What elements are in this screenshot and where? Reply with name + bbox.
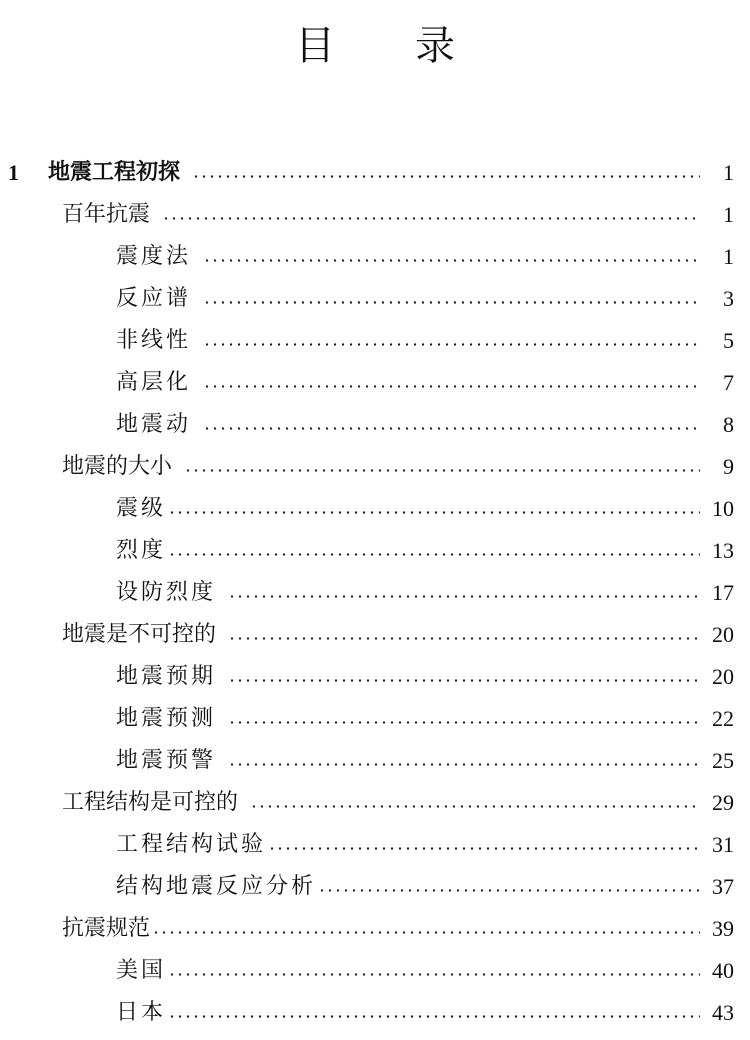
toc-entry-page: 13 [712,538,734,563]
toc-entry-title: 日本 [116,1000,167,1025]
page-title-char-1: 目 [295,23,335,69]
dot-leader [250,804,700,808]
dot-leader [203,300,700,304]
toc-entry-page: 10 [712,496,734,521]
toc-entry-page: 31 [712,832,734,857]
dot-leader [168,510,700,514]
toc-entry-subsection[interactable] [0,740,750,782]
toc-entry-subsection[interactable] [0,530,750,572]
toc-entry-page: 8 [723,412,734,437]
dot-leader [268,846,700,850]
toc-entry-chapter[interactable] [0,152,750,194]
toc-entry-subsection[interactable] [0,698,750,740]
table-of-contents [0,152,750,1034]
toc-entry-subsection[interactable] [0,824,750,866]
toc-entry-subsection[interactable] [0,404,750,446]
toc-entry-title: 震度法 [116,244,192,269]
toc-entry-page: 7 [723,370,734,395]
toc-entry-page: 5 [723,328,734,353]
toc-entry-page: 39 [712,916,734,941]
dot-leader [162,216,700,220]
page-title [0,14,750,78]
toc-entry-title: 地震动 [116,412,192,437]
dot-leader [228,678,700,682]
toc-entry-title: 地震预期 [116,664,217,689]
toc-entry-title: 地震预警 [116,748,217,773]
toc-entry-subsection[interactable] [0,866,750,908]
toc-entry-page: 37 [712,874,734,899]
toc-entry-title: 百年抗震 [62,202,151,227]
dot-leader [228,720,700,724]
dot-leader [203,426,700,430]
dot-leader [152,930,700,934]
toc-entry-title: 工程结构是可控的 [62,790,239,815]
toc-entry-subsection[interactable] [0,572,750,614]
toc-entry-title: 地震工程初探 [48,160,181,185]
toc-entry-title: 美国 [116,958,167,983]
toc-entry-page: 25 [712,748,734,773]
toc-entry-subsection[interactable] [0,950,750,992]
toc-entry-page: 17 [712,580,734,605]
toc-entry-title: 结构地震反应分析 [116,874,317,899]
dot-leader [228,636,700,640]
toc-entry-title: 烈度 [116,538,167,563]
toc-entry-title: 非线性 [116,328,192,353]
toc-entry-page: 9 [723,454,734,479]
dot-leader [192,174,700,178]
dot-leader [318,888,700,892]
toc-entry-page: 29 [712,790,734,815]
dot-leader [228,594,700,598]
toc-entry-title: 设防烈度 [116,580,217,605]
toc-entry-page: 43 [712,1000,734,1025]
toc-entry-title: 地震是不可控的 [62,622,217,647]
toc-entry-title: 地震的大小 [62,454,173,479]
toc-entry-page: 40 [712,958,734,983]
toc-entry-page: 1 [723,244,734,269]
toc-entry-subsection[interactable] [0,236,750,278]
toc-entry-subsection[interactable] [0,278,750,320]
dot-leader [203,342,700,346]
toc-entry-section[interactable] [0,782,750,824]
dot-leader [168,552,700,556]
toc-entry-page: 20 [712,622,734,647]
toc-entry-title: 震级 [116,496,167,521]
toc-entry-section[interactable] [0,908,750,950]
page-title-char-2: 录 [415,23,455,69]
toc-entry-subsection[interactable] [0,320,750,362]
dot-leader [168,972,700,976]
toc-entry-page: 1 [723,160,734,185]
dot-leader [203,384,700,388]
toc-entry-title: 工程结构试验 [116,832,267,857]
toc-entry-title: 抗震规范 [62,916,151,941]
toc-entry-subsection[interactable] [0,656,750,698]
toc-entry-subsection[interactable] [0,362,750,404]
chapter-number: 1 [8,160,19,185]
dot-leader [228,762,700,766]
toc-entry-page: 1 [723,202,734,227]
toc-entry-page: 20 [712,664,734,689]
toc-entry-subsection[interactable] [0,488,750,530]
dot-leader [168,1014,700,1018]
toc-entry-section[interactable] [0,194,750,236]
toc-entry-subsection[interactable] [0,992,750,1034]
toc-entry-page: 22 [712,706,734,731]
toc-entry-page: 3 [723,286,734,311]
toc-entry-section[interactable] [0,614,750,656]
dot-leader [203,258,700,262]
toc-entry-section[interactable] [0,446,750,488]
dot-leader [184,468,700,472]
toc-entry-title: 地震预测 [116,706,217,731]
toc-entry-title: 高层化 [116,370,192,395]
toc-entry-title: 反应谱 [116,286,192,311]
